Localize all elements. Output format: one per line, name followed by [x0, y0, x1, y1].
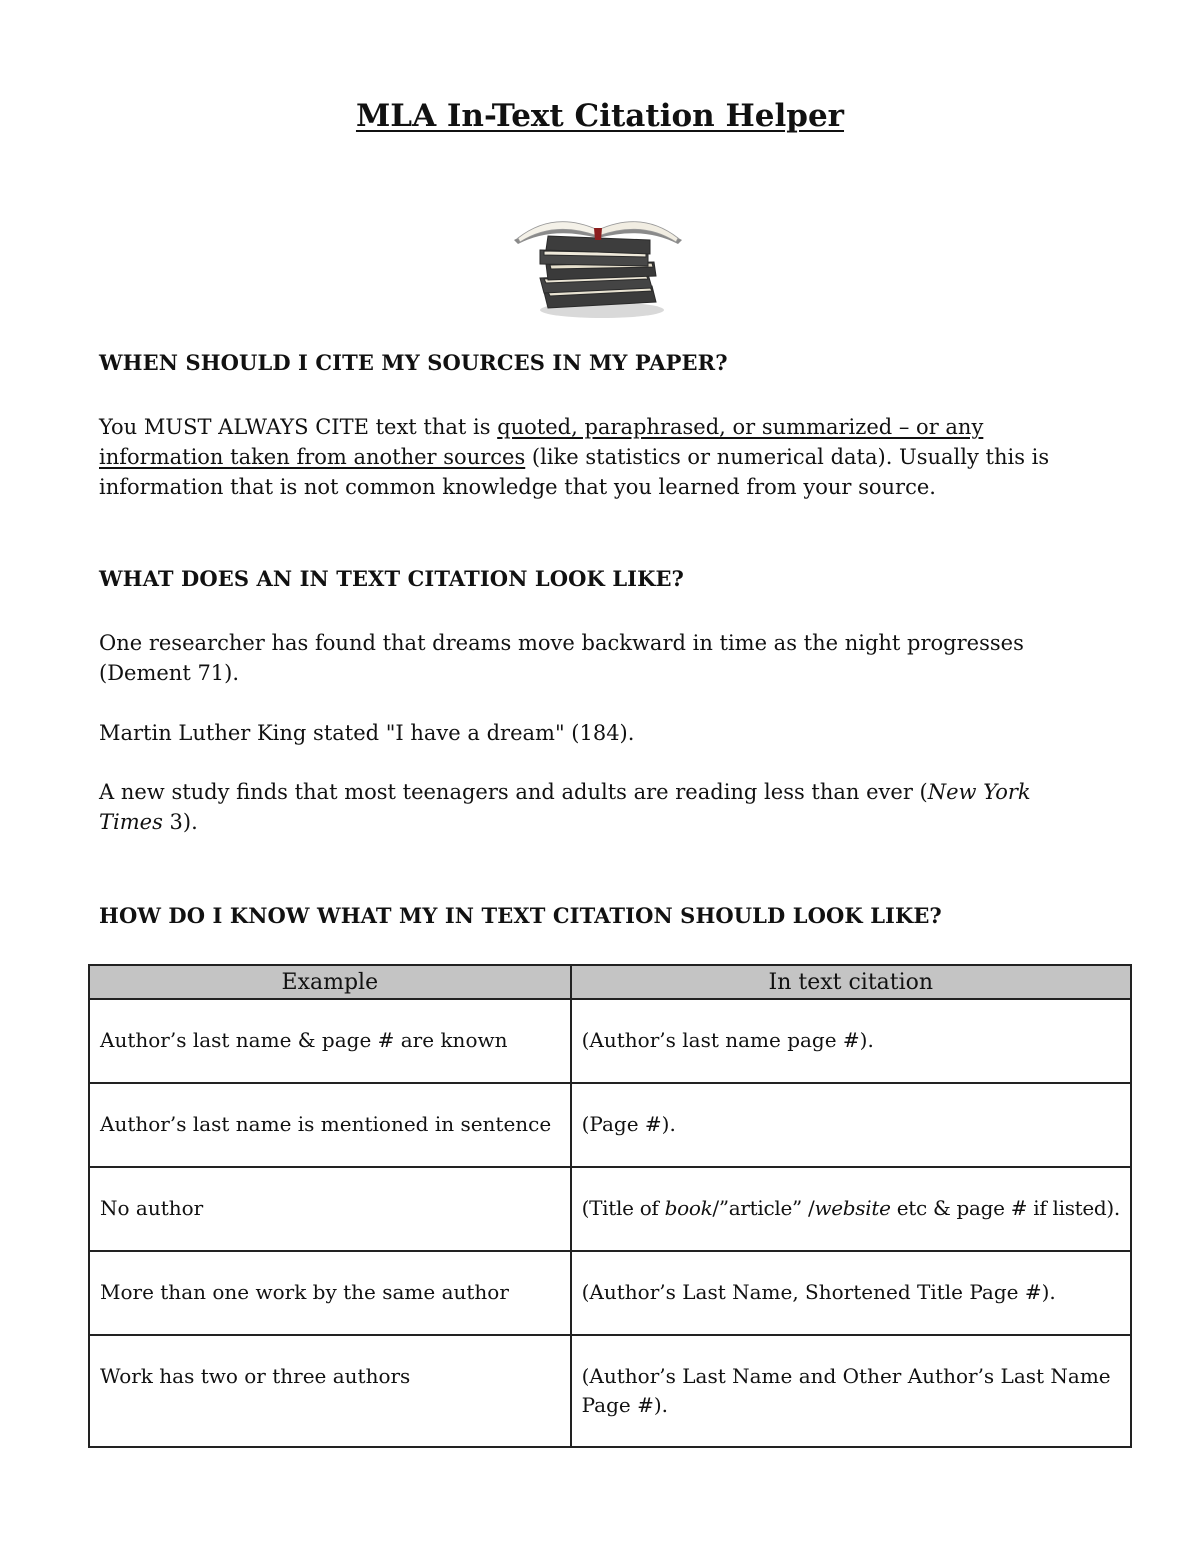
page-title: MLA In-Text Citation Helper — [355, 98, 845, 134]
column-header-example: Example — [89, 965, 571, 999]
example-sentence-1: One researcher has found that dreams move backward in time as the night progresses (Dement 71). — [99, 631, 1024, 685]
citation-cell: (Page #). — [571, 1083, 1131, 1167]
example-cell: No author — [89, 1167, 571, 1251]
example-cell: Author’s last name is mentioned in sentence — [89, 1083, 571, 1167]
table-row — [89, 999, 1131, 1083]
citation-cell: (Author’s Last Name, Shortened Title Page #). — [571, 1251, 1131, 1335]
example-sentence-2: Martin Luther King stated "I have a dream" (184). — [99, 721, 635, 745]
column-header-citation: In text citation — [571, 965, 1131, 999]
table-row — [89, 1083, 1131, 1167]
example-cell: More than one work by the same author — [89, 1251, 571, 1335]
citation-cell: (Title of book/”article” /website etc & page # if listed). — [571, 1167, 1131, 1251]
section-heading-what-looks-like: WHAT DOES AN IN TEXT CITATION LOOK LIKE? — [99, 566, 684, 591]
section-heading-how-know: HOW DO I KNOW WHAT MY IN TEXT CITATION SHOULD LOOK LIKE? — [99, 903, 942, 928]
stack-of-books-icon — [510, 190, 690, 320]
citation-cell: (Author’s last name page #). — [571, 999, 1131, 1083]
example-cell: Work has two or three authors — [89, 1335, 571, 1447]
example-cell: Author’s last name & page # are known — [89, 999, 571, 1083]
when-cite-paragraph: You MUST ALWAYS CITE text that is quoted, paraphrased, or summarized – or any information taken from another sources (like statistics or numerical data). Usually this is information that is not common knowledge that you learned from your source. — [99, 415, 1050, 499]
citation-table — [88, 964, 1132, 1448]
section-heading-when-cite: WHEN SHOULD I CITE MY SOURCES IN MY PAPER? — [99, 350, 728, 375]
example-sentence-3: A new study finds that most teenagers and adults are reading less than ever (New York Times 3). — [99, 780, 1031, 834]
table-row — [89, 1251, 1131, 1335]
citation-cell: (Author’s Last Name and Other Author’s Last Name Page #). — [571, 1335, 1131, 1447]
table-row — [89, 1167, 1131, 1251]
table-row — [89, 1335, 1131, 1447]
table-header-row — [89, 965, 1131, 999]
